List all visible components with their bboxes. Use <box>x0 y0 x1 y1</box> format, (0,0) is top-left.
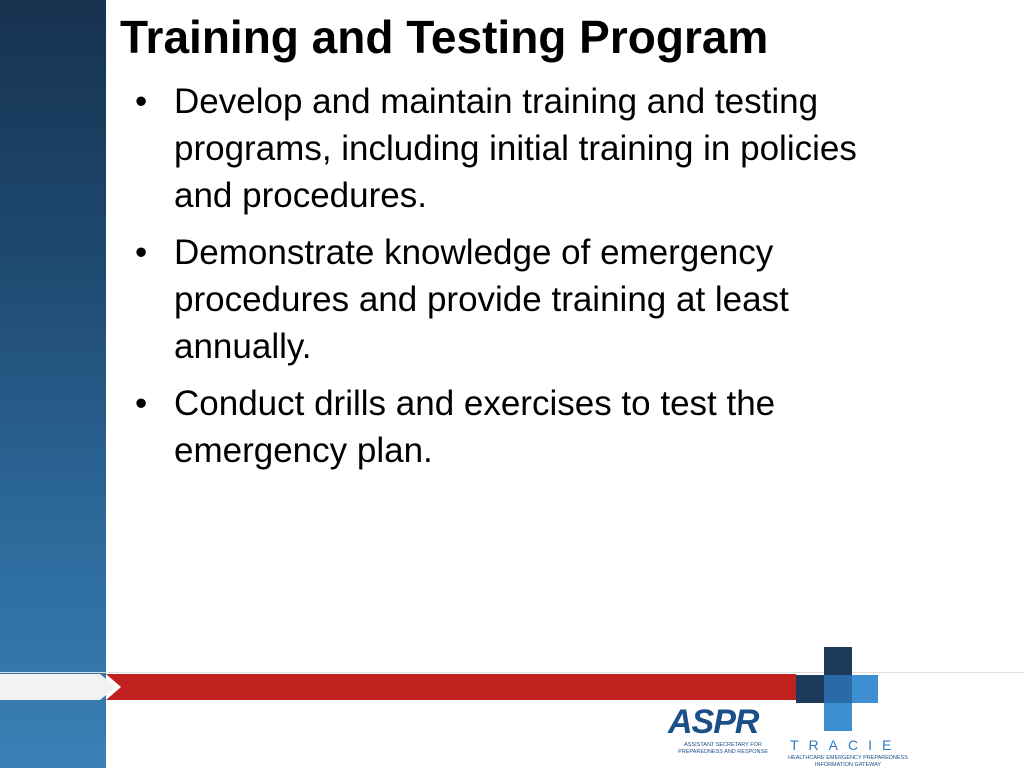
left-sidebar-band <box>0 0 106 768</box>
aspr-subtitle: ASSISTANT SECRETARY FOR PREPAREDNESS AND RESPONSE <box>678 742 768 755</box>
bullet-text: Develop and maintain training and testing programs, including initial training in policies and procedures. <box>174 82 857 215</box>
ribbon-left-tab <box>0 674 116 700</box>
bullet-marker: • <box>135 82 148 121</box>
bullet-item <box>133 380 913 474</box>
tracie-subtitle: HEALTHCARE EMERGENCY PREPAREDNESS INFORMATION GATEWAY <box>788 755 908 768</box>
bullet-item <box>133 229 913 370</box>
bullet-marker: • <box>135 233 148 272</box>
bullet-list <box>133 78 913 484</box>
bullet-item <box>133 78 913 219</box>
bullet-marker: • <box>135 384 148 423</box>
bullet-text: Demonstrate knowledge of emergency procedures and provide training at least annually. <box>174 233 789 366</box>
slide-title: Training and Testing Program <box>120 11 769 63</box>
tracie-logo: TRACIE <box>790 737 902 753</box>
footer-logos <box>660 645 920 768</box>
aspr-logo: ASPR <box>668 703 759 741</box>
bullet-text: Conduct drills and exercises to test the emergency plan. <box>174 384 776 470</box>
